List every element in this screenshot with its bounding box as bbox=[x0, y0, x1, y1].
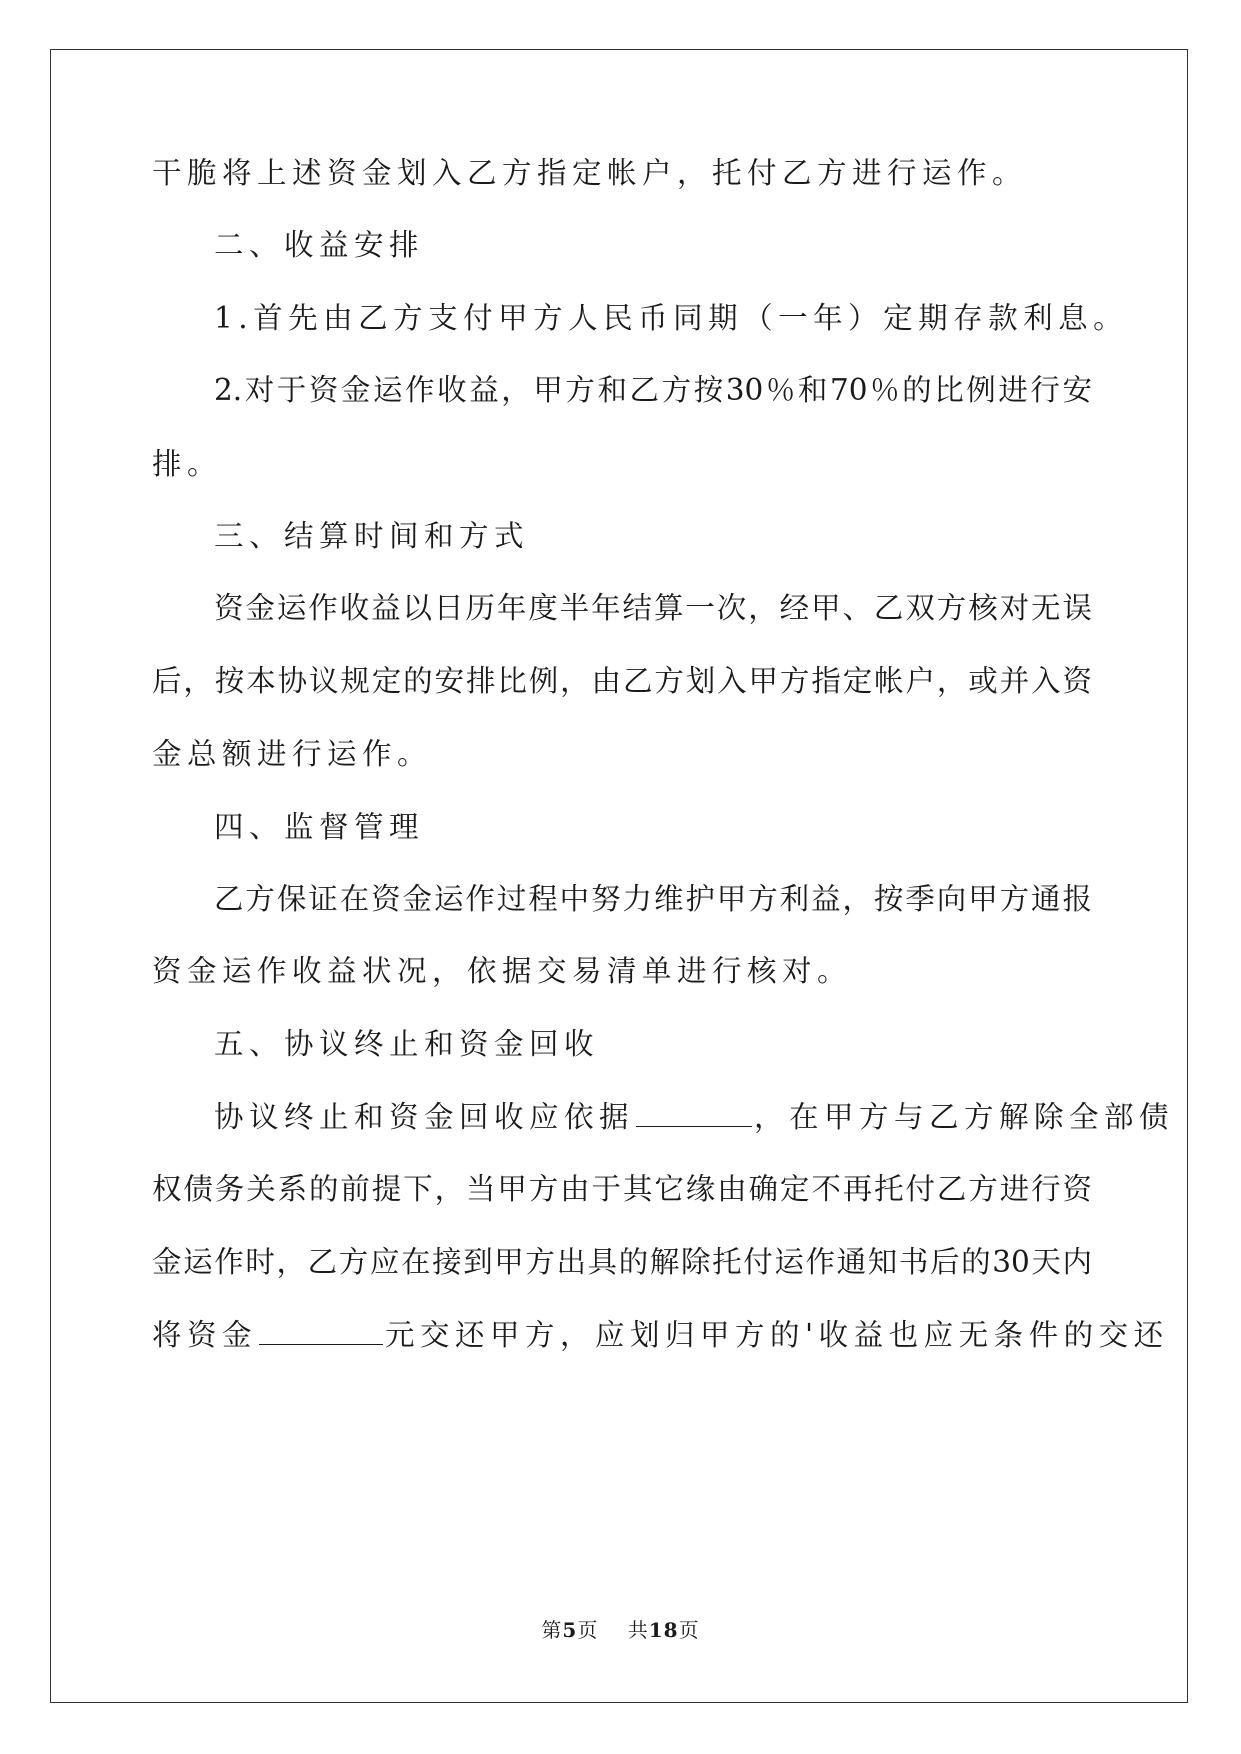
section-heading: 四、监督管理 bbox=[214, 810, 425, 844]
body-line: 金总额进行运作。 bbox=[152, 737, 433, 771]
page-prefix: 第 bbox=[541, 1618, 563, 1642]
fill-in-blank bbox=[259, 1320, 383, 1345]
section-heading: 五、协议终止和资金回收 bbox=[214, 1027, 600, 1061]
fill-in-blank bbox=[636, 1102, 752, 1127]
body-line: 后，按本协议规定的安排比例，由乙方划入甲方指定帐户，或并入资 bbox=[152, 664, 1092, 698]
page-footer bbox=[0, 1618, 1241, 1642]
body-line: 排。 bbox=[152, 447, 223, 481]
body-line: 金运作时，乙方应在接到甲方出具的解除托付运作通知书后的30天内 bbox=[152, 1245, 1092, 1279]
section-heading: 三、结算时间和方式 bbox=[214, 519, 530, 553]
body-line-with-blank bbox=[214, 1099, 1175, 1135]
body-line: 乙方保证在资金运作过程中努力维护甲方利益，按季向甲方通报 bbox=[214, 882, 1092, 916]
text-before-blank: 将资金 bbox=[152, 1318, 258, 1352]
text-after-blank: ，在甲方与乙方解除全部债 bbox=[754, 1100, 1175, 1134]
text-before-blank: 协议终止和资金回收应依据 bbox=[214, 1100, 635, 1134]
body-line: 1.首先由乙方支付甲方人民币同期（一年）定期存款利息。 bbox=[214, 301, 1129, 335]
section-heading: 二、收益安排 bbox=[214, 228, 425, 262]
body-line: 资金运作收益以日历年度半年结算一次，经甲、乙双方核对无误 bbox=[214, 591, 1092, 625]
body-line: 2.对于资金运作收益，甲方和乙方按30％和70％的比例进行安 bbox=[214, 373, 1092, 407]
total-prefix: 共 bbox=[627, 1618, 649, 1642]
body-line: 干脆将上述资金划入乙方指定帐户，托付乙方进行运作。 bbox=[152, 156, 1028, 190]
page-border bbox=[50, 49, 1188, 1703]
text-after-blank: 元交还甲方，应划归甲方的'收益也应无条件的交还 bbox=[385, 1318, 1169, 1352]
total-suffix: 页 bbox=[678, 1618, 700, 1642]
total-pages: 18 bbox=[648, 1618, 679, 1642]
body-line-with-blank bbox=[152, 1317, 1169, 1353]
body-line: 资金运作收益状况，依据交易清单进行核对。 bbox=[152, 954, 853, 988]
page-suffix: 页 bbox=[577, 1618, 599, 1642]
body-line: 权债务关系的前提下，当甲方由于其它缘由确定不再托付乙方进行资 bbox=[152, 1172, 1092, 1206]
page-number: 5 bbox=[562, 1618, 578, 1642]
